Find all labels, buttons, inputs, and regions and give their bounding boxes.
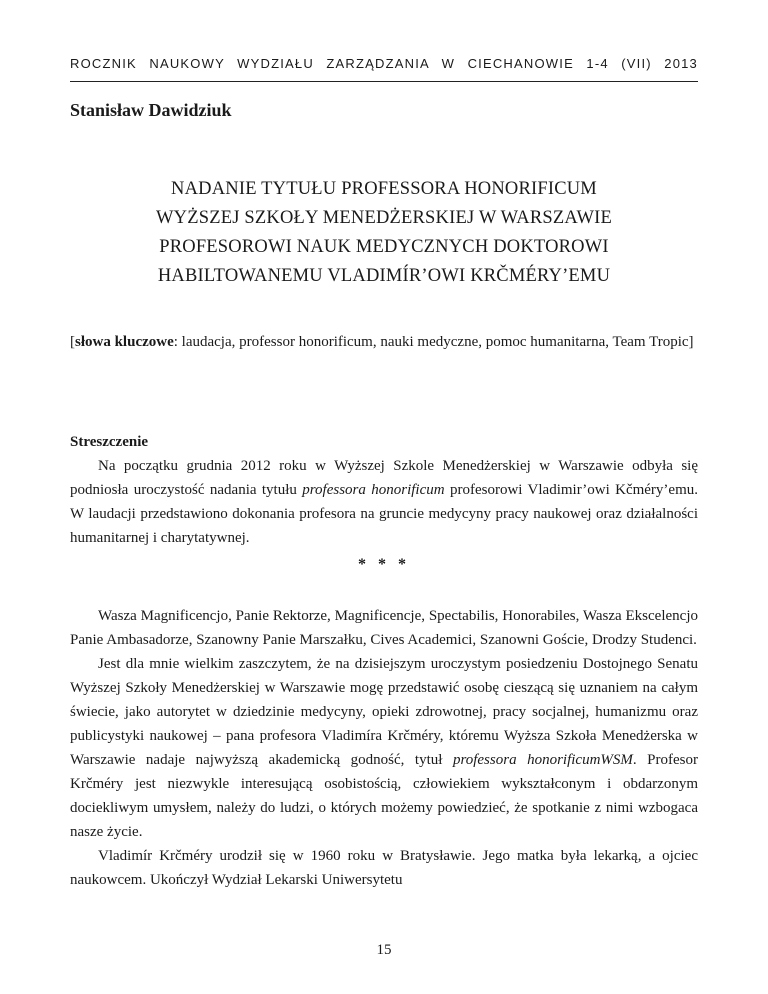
keywords-text: : laudacja, professor honorificum, nauki medyczne, pomoc humanitarna, Team Tropic] [173,334,694,350]
paragraph-italic: professora honorificumWSM [452,752,633,768]
keywords-bracket: [ [70,334,75,350]
main-text [70,604,698,892]
header-rule [70,81,698,82]
section-separator: * * * [358,556,410,573]
running-head: ROCZNIK NAUKOWY WYDZIAŁU ZARZĄDZANIA W CIECHANOWIE 1-4 (VII) 2013 [70,56,698,71]
keywords-label: słowa kluczowe [75,334,174,350]
title-line: HABILTOWANEMU VLADIMÍR’OWI KRČMÉRY’EMU [157,266,611,286]
article-title [70,175,698,291]
abstract-italic: professora honorificum [302,482,445,498]
abstract [70,454,698,550]
title-line: NADANIE TYTUŁU PROFESSORA HONORIFICUM [171,179,597,199]
paragraph-text-cont: . Profesor Krčméry jest niezwykle interesującą osobistością, człowiekiem wykształconym i obdarzonym dociekliwym umysłem, należy do ludzi, o których możemy powiedzieć, że spotkanie z nimi wzbogaca nasze życie. [70,752,698,840]
author-name: Stanisław Dawidziuk [70,100,232,120]
abstract-text-cont: profesorowi Vladimir’owi Kčméry’emu. W laudacji przedstawiono dokonania profesora na gruncie medycyny pracy naukowej oraz działalności humanitarnej i charytatywnej. [70,482,698,546]
abstract-heading: Streszczenie [70,434,149,450]
page-number: 15 [376,942,392,958]
title-line: WYŻSZEJ SZKOŁY MENEDŻERSKIEJ W WARSZAWIE [156,208,612,228]
abstract-text: Na początku grudnia 2012 roku w Wyższej Szkole Menedżerskiej w Warszawie odbyła się podniosła uroczystość nadania tytułu [70,458,698,498]
paragraph-biography: Vladimír Krčméry urodził się w 1960 roku w Bratysławie. Jego matka była lekarką, a ojciec naukowcem. Ukończył Wydział Lekarski Uniwersytetu [70,848,698,888]
keywords [70,330,698,354]
title-line: PROFESOROWI NAUK MEDYCZNYCH DOKTOROWI [159,237,609,257]
paragraph-text: Jest dla mnie wielkim zaszczytem, że na dzisiejszym uroczystym posiedzeniu Dostojnego Senatu Wyższej Szkoły Menedżerskiej w Warszawie mogę przedstawić osobę cieszącą się uznaniem na całym świecie, jako autorytet w dziedzinie medycyny, opieki zdrowotnej, pracy socjalnej, humanizmu oraz publicystyki naukowej – pana profesora Vladimíra Krčméry, któremu Wyższa Szkoła Menedżerska w Warszawie nadaje najwyższą akademicką godność, tytuł [70,656,698,768]
paragraph-salutation: Wasza Magnificencjo, Panie Rektorze, Magnificencje, Spectabilis, Honorabiles, Wasza Ekscelencjo Panie Ambasadorze, Szanowny Panie Marszałku, Cives Academici, Szanowni Goście, Drodzy Studenci. [70,608,698,648]
abstract-paragraph [70,454,698,550]
paragraph-introduction [70,652,698,844]
